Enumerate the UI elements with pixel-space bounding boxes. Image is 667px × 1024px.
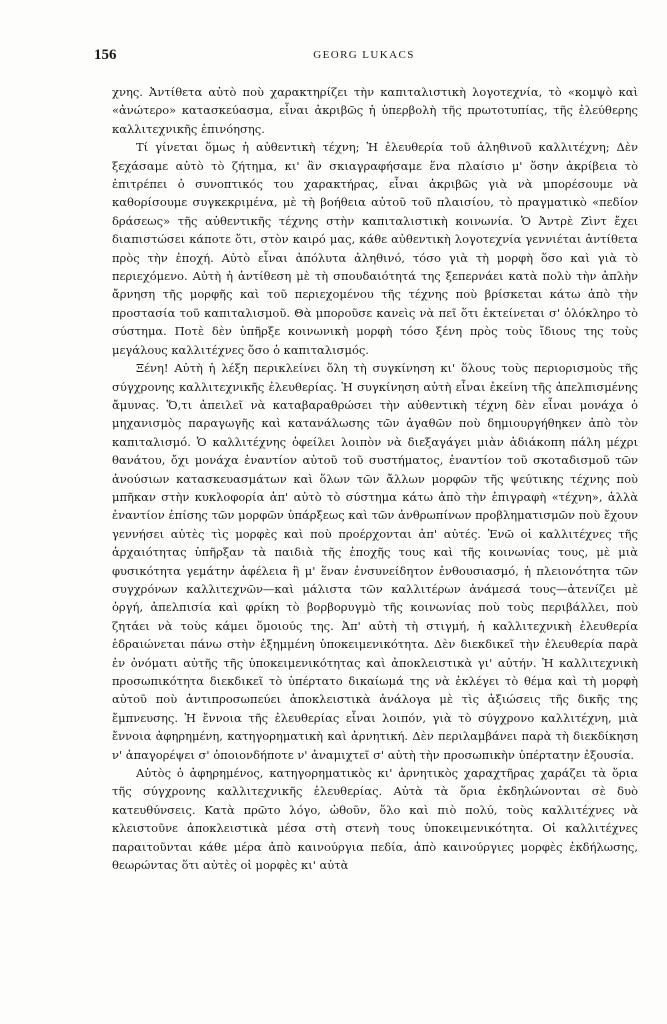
paragraph-continuation: χνης. Ἀντίθετα αὐτὸ ποὺ χαρακτηρίζει τὴν καπιταλιστικὴ λογοτεχνία, τὸ «κομψὸ καὶ «ἀνώτερο» κατασκεύασμα, εἶναι ἀκριβῶς ἡ ὑπερβολὴ τῆς πρωτοτυπίας, τῆς ἐλεύθερης καλλιτεχνικῆς ἐπινόησης. <box>112 85 638 136</box>
running-head <box>94 47 634 67</box>
paragraph: Τί γίνεται ὅμως ἡ αὐθεντικὴ τέχνη; Ἡ ἐλευθερία τοῦ ἀληθινοῦ καλλιτέχνη; Δὲν ξεχάσαμε αὐτὸ τὸ ζήτημα, κι' ἂν σκιαγραφήσαμε ἕνα πλαίσιο μ' ὅσην ἀκρίβεια τὸ ἐπιτρέπει ὁ συνοπτικός του χαρακτήρας, εἶναι ἀκριβῶς γιὰ νὰ μπορέσουμε νὰ καθορίσουμε συγκεκριμένα, μὲ τὴ βοήθεια αὐτοῦ τοῦ πλαισίου, τὸ πραγματικὸ «πεδίον δράσεως» τῆς αὐθεντικῆς τέχνης στὴν καπιταλιστικὴ κοινωνία. Ὁ Ἀντρὲ Ζὶντ ἔχει διαπιστώσει κάποτε ὅτι, στὸν καιρό μας, κάθε αὐθεντικὴ λογοτεχνία γεννιέται ἀντίθετα πρὸς τὴν ἐποχή. Αὐτὸ εἶναι ἀπόλυτα ἀληθινό, τόσο γιὰ τὴ μορφὴ ὅσο καὶ γιὰ τὸ περιεχόμενο. Αὐτὴ ἡ ἀντίθεση μὲ τὴ σπουδαιότητά της ξεπερνάει κατὰ πολὺ τὴν ἁπλὴν ἄρνηση τῆς μορφῆς καὶ τοῦ περιεχομένου τῆς τέχνης ποὺ βρίσκεται κάτω ἀπὸ τὴν προστασία τοῦ καπιταλισμοῦ. Θὰ μποροῦσε κανεὶς νὰ πεῖ ὅτι ἐκτείνεται σ' ὁλόκληρο τὸ σύστημα. Ποτὲ δὲν ὑπῆρξε κοινωνικὴ μορφὴ τόσο ξένη πρὸς τοὺς ἴδιους της τοὺς μεγάλους καλλιτέχνες ὅσο ὁ καπιταλισμός. <box>112 140 638 357</box>
body-text <box>112 83 638 874</box>
page-number: 156 <box>94 47 117 63</box>
paragraph: Ξένη! Αὐτὴ ἡ λέξη περικλείνει ὅλη τὴ συγκίνηση κι' ὅλους τοὺς περιορισμοὺς τῆς σύγχρονης καλλιτεχνικῆς ἐλευθερίας. Ἡ συγκίνηση αὐτὴ εἶναι ἐκείνη τῆς ἀπελπισμένης ἄμυνας. Ὅ,τι ἀπειλεῖ νὰ καταβαραθρώσει τὴν αὐθεντικὴ τέχνη δὲν εἶναι μονάχα ὁ μηχανισμὸς παραγωγῆς καὶ κατανάλωσης τῶν ἀγαθῶν ποὺ δημιουργήθηκεν ἀπὸ τὸν καπιταλισμό. Ὁ καλλιτέχνης ὀφείλει λοιπὸν νὰ διεξαγάγει μιὰν ἀδιάκοπη πάλη μέχρι θανάτου, ὄχι μονάχα ἐναντίον αὐτοῦ τοῦ συστήματος, ἐναντίον τοῦ σκοταδισμοῦ τῶν ἀνούσιων κατασκευασμάτων καὶ ὅλων τῶν ἄλλων μορφῶν τῆς ψεύτικης τέχνης ποὺ μπῆκαν στὴν κυκλοφορία ἀπ' αὐτὸ τὸ σύστημα κάτω ἀπὸ τὴν ἐπιγραφὴ «τέχνη», ἀλλὰ ἐναντίον ἐπίσης τῶν μορφῶν ὑπάρξεως καὶ τῶν ἀνθρωπίνων προβληματισμῶν ποὺ ἔχουν γεννήσει αὐτὲς τὶς μορφὲς καὶ ποὺ προέρχονται ἀπ' αὐτές. Ἐνῶ οἱ καλλιτέχνες τῆς ἀρχαιότητας ὑπῆρξαν τὰ παιδιὰ τῆς ἐποχῆς τους καὶ τῆς κοινωνίας τους, μὲ μιὰ φυσικότητα γεμάτην ἀφέλεια ἢ μ' ἕναν ἐνσυνείδητον ἐνθουσιασμό, ἡ πλειονότητα τῶν συγχρόνων καλλιτεχνῶν—καὶ μάλιστα τῶν καλλιτέρων ἀνάμεσά τους—ἀτενίζει μὲ ὀργή, ἀπελπισία καὶ φρίκη τὸ βορβορυγμὸ τῆς κοινωνίας ποὺ τοὺς περιβάλλει, ποὺ ζητάει νὰ τοὺς κάμει ὅμοιούς της. Ἀπ' αὐτὴ τὴ στιγμή, ἡ καλλιτεχνικὴ ἐλευθερία ἑδραιώνεται πάνω στὴν ἐξημμένη ὑποκειμενικότητα. Δὲν διεκδικεῖ τὴν ἐλευθερία παρὰ ἐν ὀνόματι αὐτῆς τῆς ὑποκειμενικότητας καὶ ἀποκλειστικὰ γι' αὐτήν. Ἡ καλλιτεχνικὴ προσωπικότητα διεκδικεῖ τὸ ὑπέρτατο δικαίωμά της νὰ ἐκλέγει τὸ θέμα καὶ τὴ μορφὴ αὐτοῦ ποὺ ἀντιπροσωπεύει ἀποκλειστικὰ ἀνάλογα μὲ τὶς ἀξιώσεις τῆς δικῆς της ἔμπνευσης. Ἡ ἔννοια τῆς ἐλευθερίας εἶναι λοιπόν, γιὰ τὸ σύγχρονο καλλιτέχνη, μιὰ ἔννοια ἀφηρημένη, κατηγορηματικὴ καὶ ἀρνητική. Δὲν περιλαμβάνει παρὰ τὴ διεκδίκηση ν' ἀπαγορέψει σ' ὁποιονδήποτε ν' ἀναμιχτεῖ σ' αὐτὴ τὴν προσωπικὴν ὑπέρτατην ἐξουσία. <box>112 361 638 762</box>
paragraph: Αὐτὸς ὁ ἀφηρημένος, κατηγορηματικὸς κι' ἀρνητικὸς χαραχτῆρας χαράζει τὰ ὅρια τῆς σύγχρονης καλλιτεχνικῆς ἐλευθερίας. Αὐτὰ τὰ ὅρια ἐκδηλώνονται σὲ δυὸ κατευθύνσεις. Κατὰ πρῶτο λόγο, ὠθοῦν, ὅλο καὶ πιὸ πολύ, τοὺς καλλιτέχνες νὰ κλειστοῦνε ἀποκλειστικὰ μέσα στὴ στενὴ τους ὑποκειμενικότητα. Οἱ καλλιτέχνες παραιτοῦνται κάθε μέρα ἀπὸ καινούργια πεδία, ἀπὸ καινούργιες μορφὲς ἐκδήλωσης, θεωρώντας ὅτι αὐτὲς οἱ μορφὲς κι' αὐτὰ <box>112 766 638 873</box>
running-title: GEORG LUKACS <box>313 49 415 61</box>
